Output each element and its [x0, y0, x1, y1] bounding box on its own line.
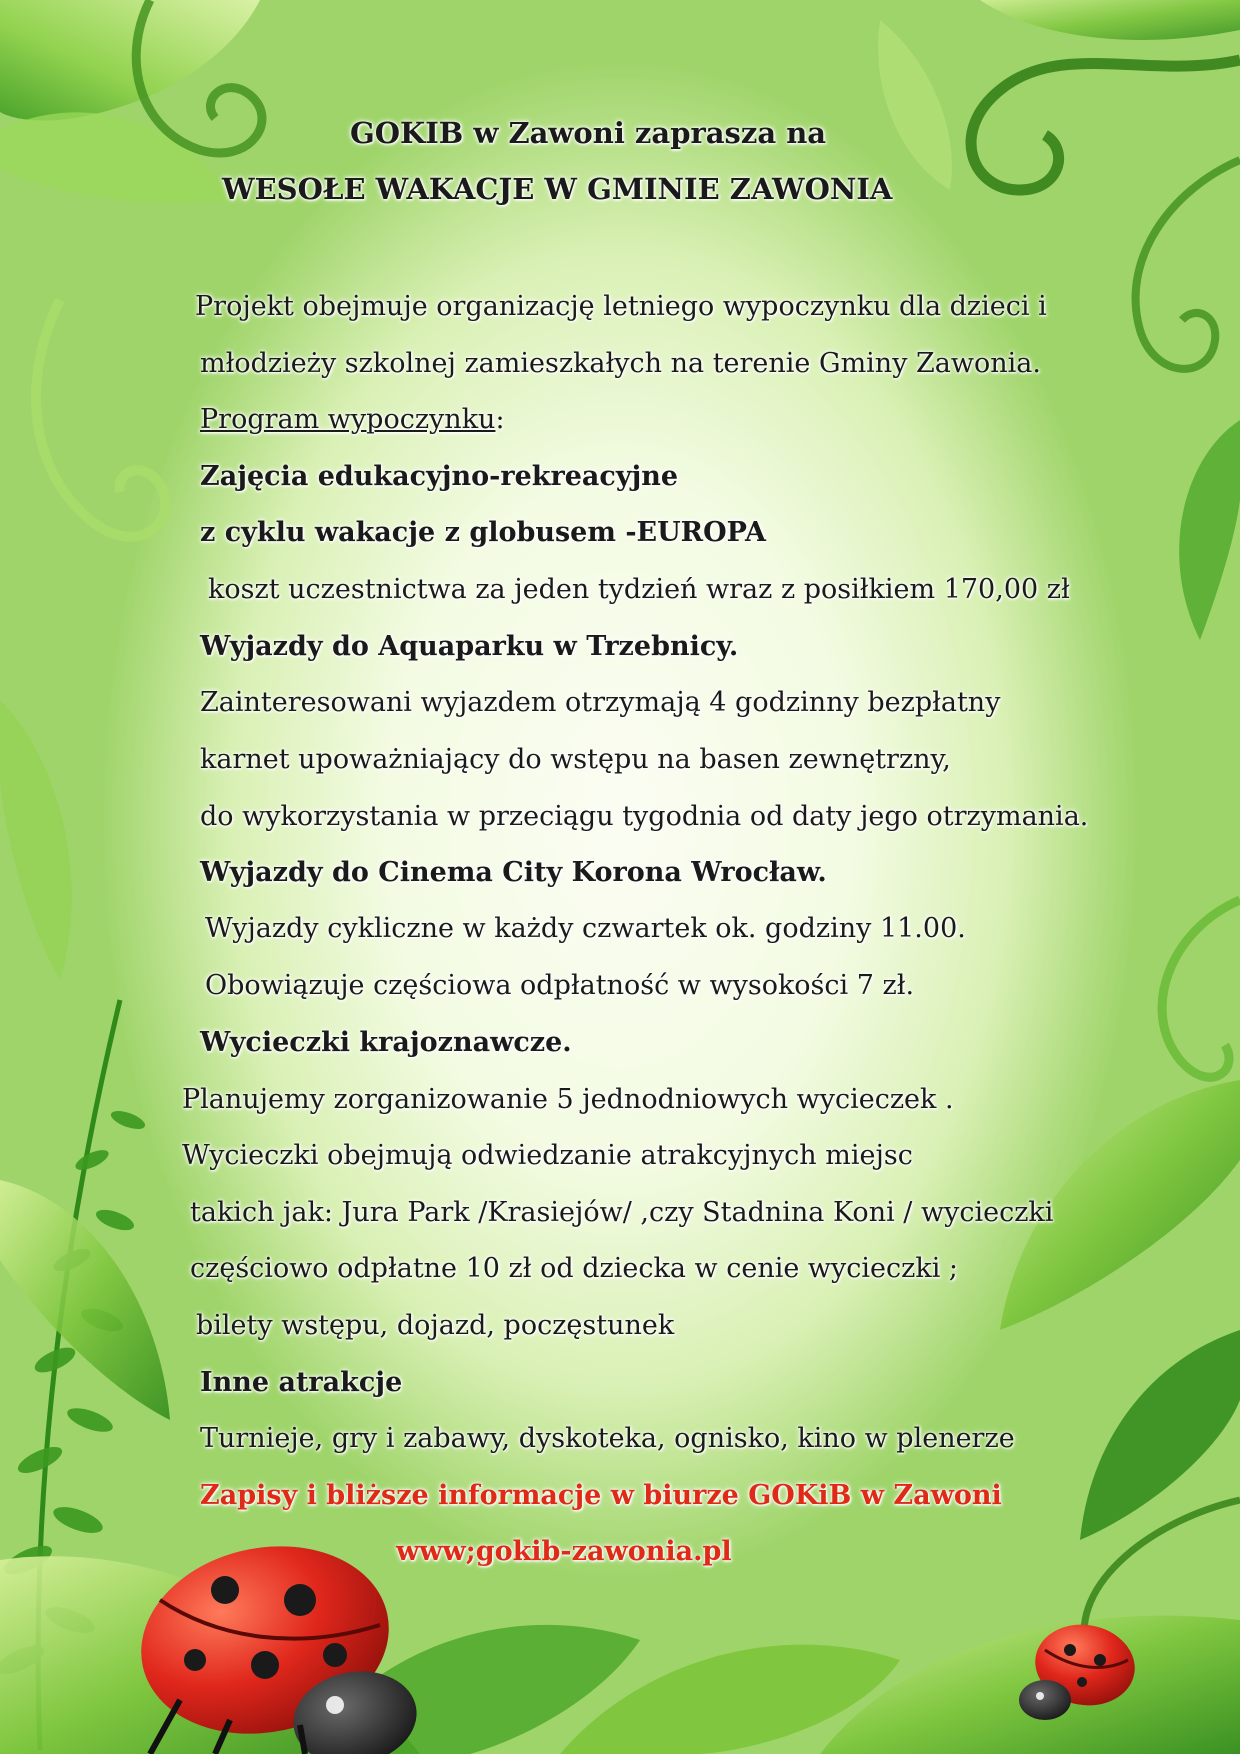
intro-line-2: młodzieży szkolnej zamieszkałych na terenie Gminy Zawonia.: [200, 348, 1041, 379]
program-heading: [200, 403, 505, 437]
section5-line-1: Turnieje, gry i zabawy, dyskoteka, ognisko, kino w plenerze: [200, 1423, 1015, 1454]
intro-line-1: Projekt obejmuje organizację letniego wypoczynku dla dzieci i: [195, 291, 1047, 322]
section1-cost: koszt uczestnictwa za jeden tydzień wraz z posiłkiem 170,00 zł: [208, 574, 1070, 605]
section2-line-2: karnet upoważniający do wstępu na basen zewnętrzny,: [200, 744, 951, 775]
section4-heading: Wycieczki krajoznawcze.: [200, 1027, 572, 1058]
program-heading-colon: :: [495, 404, 505, 435]
section4-line-1: Planujemy zorganizowanie 5 jednodniowych wycieczek .: [182, 1084, 954, 1115]
section5-heading: Inne atrakcje: [200, 1367, 403, 1398]
title-line-2: WESOŁE WAKACJE W GMINIE ZAWONIA: [222, 172, 893, 206]
section1-heading-a: Zajęcia edukacyjno-rekreacyjne: [200, 461, 679, 492]
program-heading-label: Program wypoczynku: [200, 404, 496, 435]
title-line-1: GOKIB w Zawoni zaprasza na: [350, 116, 827, 150]
section4-line-5: bilety wstępu, dojazd, poczęstunek: [196, 1310, 675, 1341]
section2-line-1: Zainteresowani wyjazdem otrzymają 4 godzinny bezpłatny: [200, 687, 1001, 718]
section3-heading: Wyjazdy do Cinema City Korona Wrocław.: [200, 857, 827, 888]
section2-heading: Wyjazdy do Aquaparku w Trzebnicy.: [200, 631, 739, 662]
website-link[interactable]: www;gokib-zawonia.pl: [396, 1536, 732, 1567]
section4-line-4: częściowo odpłatne 10 zł od dziecka w cenie wycieczki ;: [190, 1253, 959, 1284]
section3-line-2: Obowiązuje częściowa odpłatność w wysokości 7 zł.: [205, 970, 915, 1001]
section3-line-1: Wyjazdy cykliczne w każdy czwartek ok. godziny 11.00.: [205, 913, 966, 944]
section2-line-3: do wykorzystania w przeciągu tygodnia od daty jego otrzymania.: [200, 801, 1089, 832]
section4-line-3: takich jak: Jura Park /Krasiejów/ ,czy Stadnina Koni / wycieczki: [190, 1197, 1054, 1228]
section4-line-2: Wycieczki obejmują odwiedzanie atrakcyjnych miejsc: [182, 1140, 913, 1171]
section1-heading-b: z cyklu wakacje z globusem -EUROPA: [200, 517, 766, 548]
signup-text: Zapisy i bliższe informacje w biurze GOKiB w Zawoni: [200, 1480, 1002, 1511]
